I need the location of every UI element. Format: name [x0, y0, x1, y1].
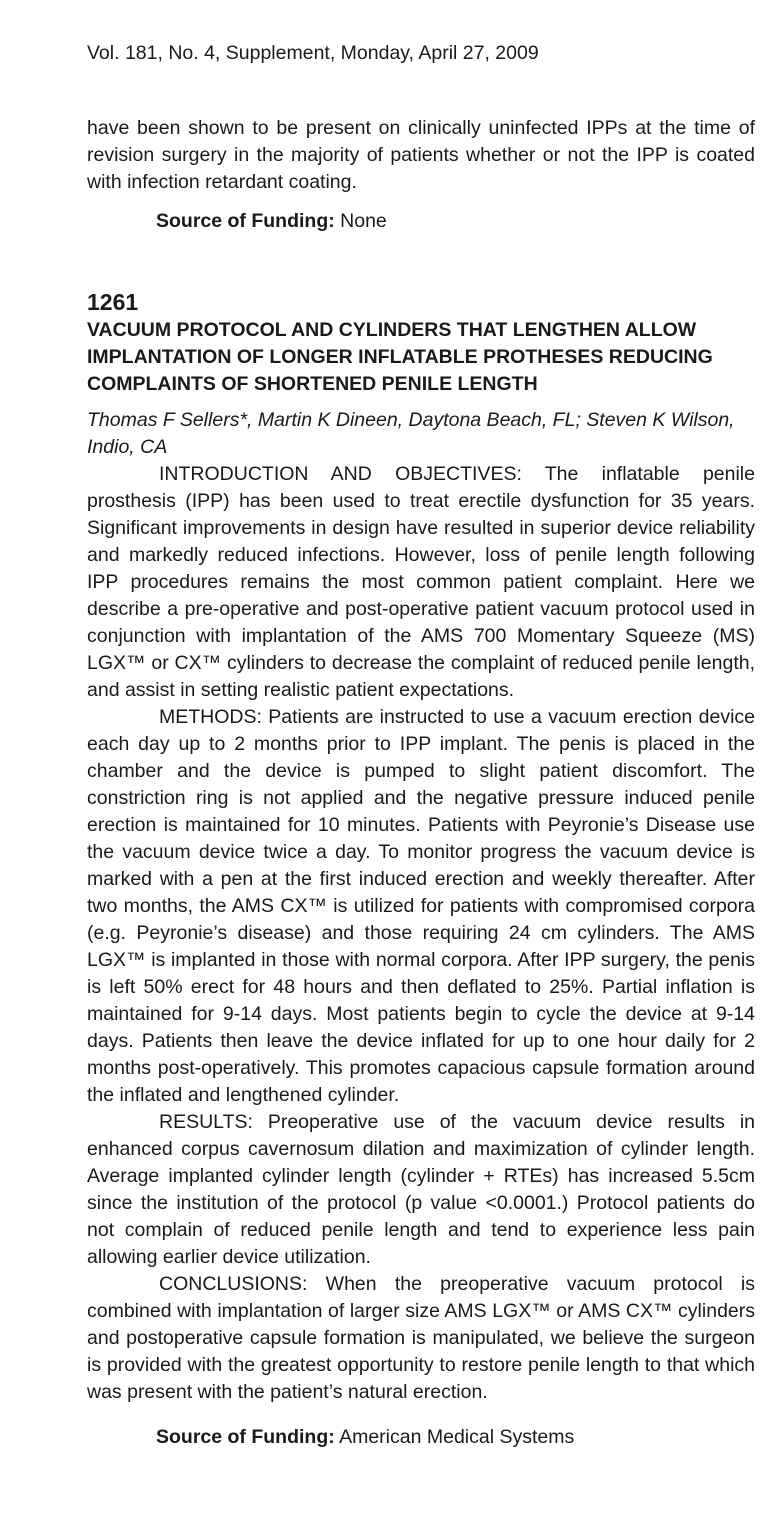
abstract-number: 1261	[87, 289, 139, 315]
introduction-paragraph: INTRODUCTION AND OBJECTIVES: The inflatable penile prosthesis (IPP) has been used to treat erectile dysfunction for 35 years. Significant improvements in design have resulted in superior device reliability and markedly reduced infections. However, loss of penile length following IPP procedures remains the most common patient complaint. Here we describe a pre-operative and post-operative patient vacuum protocol used in conjunction with implantation of the AMS 700 Momentary Squeeze (MS) LGX™ or CX™ cylinders to decrease the complaint of reduced penile length, and assist in setting realistic patient expectations.	[87, 463, 755, 701]
funding-value: American Medical Systems	[334, 1426, 575, 1448]
previous-abstract-continuation: have been shown to be present on clinically uninfected IPPs at the time of revision surgery in the majority of patients whether or not the IPP is coated with infection retardant coating.	[87, 117, 755, 193]
abstract-authors: Thomas F Sellers*, Martin K Dineen, Daytona Beach, FL; Steven K Wilson, Indio, CA	[87, 409, 735, 458]
funding-label: Source of Funding:	[156, 1426, 335, 1448]
funding-value: None	[334, 210, 387, 232]
running-head: Vol. 181, No. 4, Supplement, Monday, April 27, 2009	[87, 42, 539, 64]
funding-label: Source of Funding:	[156, 210, 335, 232]
results-paragraph: RESULTS: Preoperative use of the vacuum device results in enhanced corpus cavernosum dilation and maximization of cylinder length. Average implanted cylinder length (cylinder + RTEs) has increased 5.5cm since the institution of the protocol (p value <0.0001.) Protocol patients do not complain of reduced penile length and tend to experience less pain allowing earlier device utilization.	[87, 1111, 755, 1268]
abstract-funding-line	[87, 1424, 755, 1451]
previous-funding-line	[87, 208, 755, 235]
methods-paragraph: METHODS: Patients are instructed to use a vacuum erection device each day up to 2 months prior to IPP implant. The penis is placed in the chamber and the device is pumped to slight patient discomfort. The constriction ring is not applied and the negative pressure induced penile erection is maintained for 10 minutes. Patients with Peyronie’s Disease use the vacuum device twice a day. To monitor progress the vacuum device is marked with a pen at the first induced erection and weekly thereafter. After two months, the AMS CX™ is utilized for patients with compromised corpora (e.g. Peyronie’s disease) and those requiring 24 cm cylinders. The AMS LGX™ is implanted in those with normal corpora. After IPP surgery, the penis is left 50% erect for 48 hours and then deflated to 25%. Partial inflation is maintained for 9-14 days. Most patients begin to cycle the device at 9-14 days. Patients then leave the device inflated for up to one hour daily for 2 months post-operatively. This promotes capacious capsule formation around the inflated and lengthened cylinder.	[87, 706, 755, 1106]
journal-page	[87, 38, 755, 1451]
conclusions-paragraph: CONCLUSIONS: When the preoperative vacuum protocol is combined with implantation of larger size AMS LGX™ or AMS CX™ cylinders and postoperative capsule formation is manipulated, we believe the surgeon is provided with the greatest opportunity to restore penile length to that which was present with the patient’s natural erection.	[87, 1273, 755, 1403]
abstract-title: VACUUM PROTOCOL AND CYLINDERS THAT LENGTHEN ALLOW IMPLANTATION OF LONGER INFLATABLE PROTHESES REDUCING COMPLAINTS OF SHORTENED PENILE LENGTH	[87, 319, 713, 395]
